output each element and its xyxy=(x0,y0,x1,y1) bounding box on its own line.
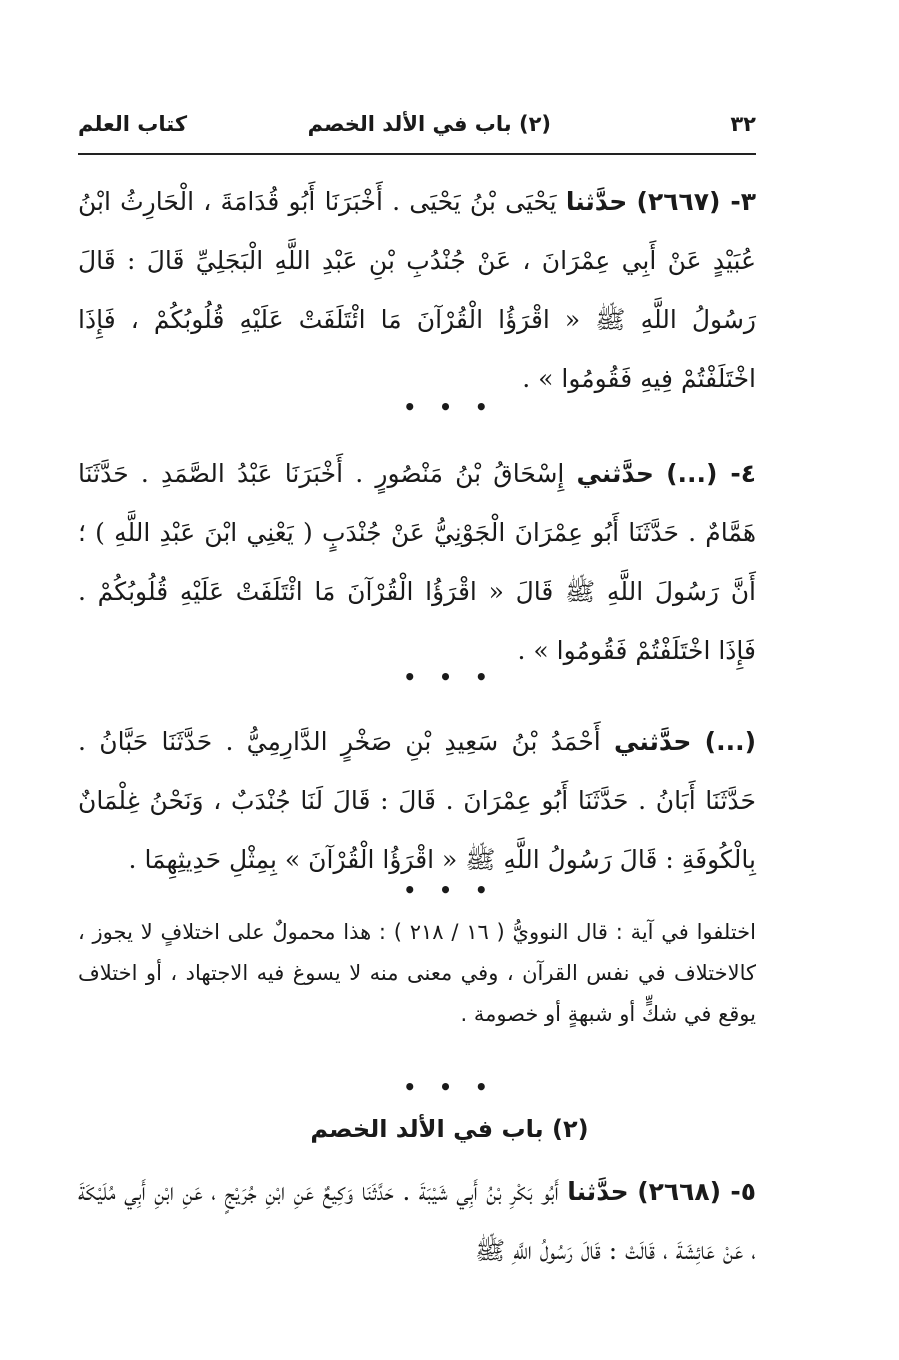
running-header xyxy=(78,112,756,156)
section-separator: • • • xyxy=(403,395,496,419)
hadith-3 xyxy=(78,172,756,408)
header-rule xyxy=(78,153,756,155)
footnote-commentary: اختلفوا في آية : قال النوويُّ ( ١٦ / ٢١٨ ) : هذا محمولٌ على اختلافٍ لا يجوز ، كالاختلاف في نفس القرآن ، وفي معنى منه لا يسوغ فيه الاجتهاد ، أو اختلاف يوقع في شكٍّ أو شبهةٍ أو خصومة . xyxy=(78,920,757,1026)
hadith-text: أَبُو بَكْرِ بْنُ أَبِي شَيْبَةَ . حَدَّثَنَا وَكِيعٌ عَنِ ابْنِ جُرَيْجٍ ، عَنِ ابْنِ أَبِي مُلَيْكَةَ ، عَنْ عَائِشَةَ ، قَالَتْ : قَالَ رَسُولُ اللَّهِ ﷺ xyxy=(78,1177,756,1265)
hadith-number: ٣- (٢٦٦٧) xyxy=(636,187,757,216)
hadith-text: أَحْمَدُ بْنُ سَعِيدِ بْنِ صَخْرٍ الدَّارِمِيُّ . حَدَّثَنَا حَبَّانُ . حَدَّثَنَا أَبَانُ . حَدَّثَنَا أَبُو عِمْرَانَ . قَالَ : قَالَ لَنَا جُنْدَبٌ ، وَنَحْنُ غِلْمَانٌ بِالْكُوفَةِ : قَالَ رَسُولُ اللَّهِ ﷺ « اقْرَؤُا الْقُرْآنَ » بِمِثْلِ حَدِيثِهِمَا . xyxy=(78,727,756,874)
hadith-lead-word: حدَّثنا xyxy=(567,1177,629,1206)
hadith-continued xyxy=(78,712,756,889)
section-separator: • • • xyxy=(403,1075,496,1099)
hadith-text: يَحْيَى بْنُ يَحْيَى . أَخْبَرَنَا أَبُو قُدَامَةَ ، الْحَارِثُ ابْنُ عُبَيْدٍ عَنْ أَبِي عِمْرَانَ ، عَنْ جُنْدُبِ بْنِ عَبْدِ اللَّهِ الْبَجَلِيِّ قَالَ : قَالَ رَسُولُ اللَّهِ ﷺ « اقْرَؤُا الْقُرْآنَ مَا ائْتَلَفَتْ عَلَيْهِ قُلُوبُكُمْ ، فَإِذَا اخْتَلَفْتُمْ فِيهِ فَقُومُوا » . xyxy=(78,187,756,393)
hadith-lead-word: حدَّثني xyxy=(576,459,654,488)
hadith-text: إِسْحَاقُ بْنُ مَنْصُورٍ . أَخْبَرَنَا عَبْدُ الصَّمَدِ . حَدَّثَنَا هَمَّامٌ . حَدَّثَنَا أَبُو عِمْرَانَ الْجَوْنِيُّ عَنْ جُنْدَبٍ ( يَعْنِي ابْنَ عَبْدِ اللَّهِ ) ؛ أَنَّ رَسُولَ اللَّهِ ﷺ قَالَ « اقْرَؤُا الْقُرْآنَ مَا ائْتَلَفَتْ عَلَيْهِ قُلُوبُكُمْ . فَإِذَا اخْتَلَفْتُمْ فَقُومُوا » . xyxy=(78,459,756,665)
running-book-title: كتاب العلم xyxy=(78,112,188,136)
hadith-5 xyxy=(78,1162,756,1280)
hadith-lead-word: حدَّثني xyxy=(614,727,692,756)
running-chapter-title: (٢) باب في الألد الخصم xyxy=(307,112,551,136)
section-separator: • • • xyxy=(403,665,496,689)
chapter-heading: (٢) باب في الألد الخصم xyxy=(310,1115,589,1143)
hadith-lead-word: حدَّثنا xyxy=(565,187,628,216)
hadith-number: (...) xyxy=(704,727,756,756)
section-separator: • • • xyxy=(403,878,496,902)
hadith-number: ٥- (٢٦٦٨) xyxy=(637,1177,757,1206)
hadith-4 xyxy=(78,444,756,680)
page-number: ٣٢ xyxy=(730,112,756,136)
hadith-number: ٤- (...) xyxy=(666,459,756,488)
